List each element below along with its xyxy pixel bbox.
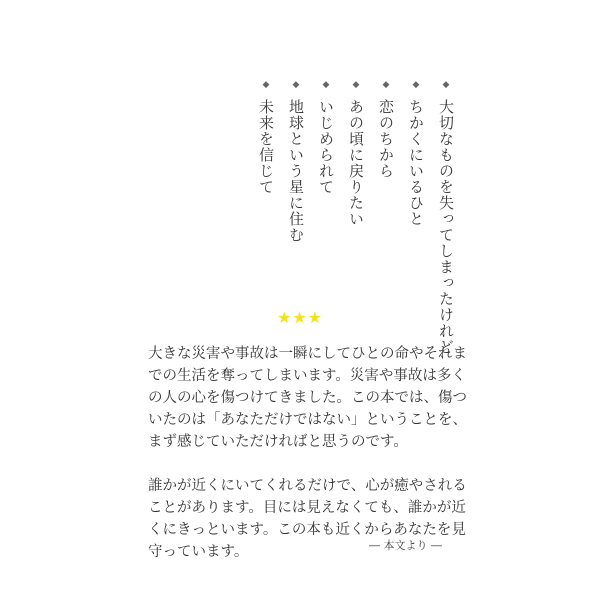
diamond-bullet-icon: ◆ xyxy=(261,80,271,91)
toc-item-label: 未来を信じて xyxy=(257,99,275,195)
diamond-bullet-icon: ◆ xyxy=(411,80,421,91)
diamond-bullet-icon: ◆ xyxy=(321,80,331,91)
toc-item-label: 大切なものを失ってしまったけれど xyxy=(437,99,455,355)
toc-item-label: 地球という星に住む xyxy=(287,99,305,243)
excerpt-paragraph: 大きな災害や事故は一瞬にしてひとの命やそれまでの生活を奪ってしまいます。災害や事故は多くの人の心を傷つけてきました。この本では、傷ついたのは「あなただけではない」ということを、まず感じていただければと思うのです。 xyxy=(148,346,467,450)
star-divider-icon: ★★★ xyxy=(276,308,324,327)
diamond-bullet-icon: ◆ xyxy=(291,80,301,91)
diamond-bullet-icon: ◆ xyxy=(381,80,391,91)
toc-item-label: ちかくにいるひと xyxy=(407,99,425,227)
diamond-bullet-icon: ◆ xyxy=(441,80,451,91)
excerpt-paragraph: 誰かが近くにいてくれるだけで、心が癒やされることがあります。目には見えなくても、誰かが近くにきっといます。この本も近くからあなたを見守っています。 xyxy=(148,478,467,560)
toc-item-label: 恋のちから xyxy=(377,99,395,179)
excerpt-source: ― 本文より ― xyxy=(369,539,442,552)
toc-item-label: あの頃に戻りたい xyxy=(347,99,365,227)
toc-item-label: いじめられて xyxy=(317,99,335,195)
diamond-bullet-icon: ◆ xyxy=(351,80,361,91)
